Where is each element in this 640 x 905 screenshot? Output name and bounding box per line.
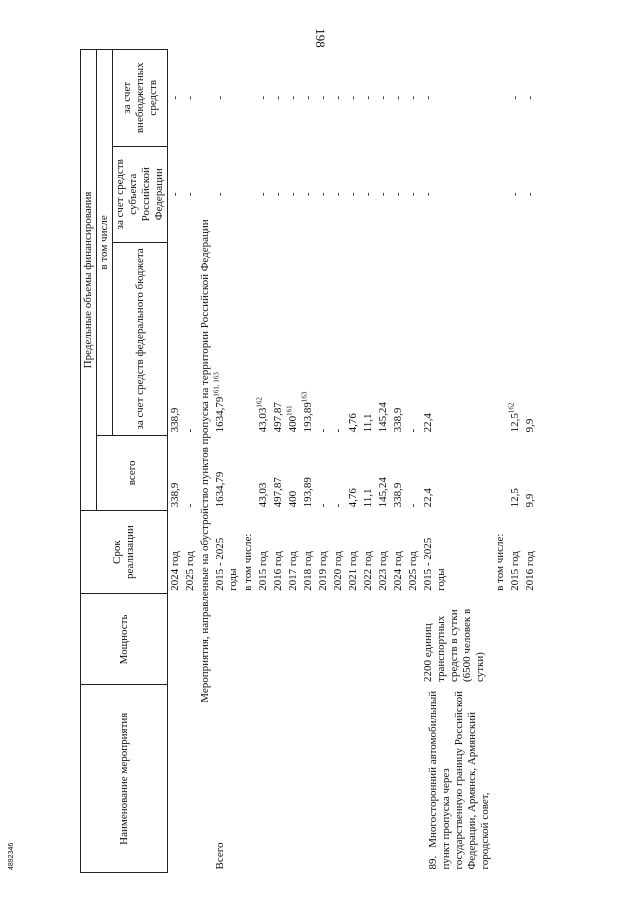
extra-cell [508,50,523,147]
federal-cell [301,242,316,435]
term-cell-text: 2025 год [184,551,196,591]
term-cell [316,510,331,594]
total-row [213,50,241,873]
extra-cell-text: - [509,95,521,100]
extra-cell [271,50,286,147]
total-cell [286,435,301,510]
term-cell-text: 2017 год [287,551,299,591]
including-row [493,50,508,873]
regional-cell-text: - [302,192,314,197]
capacity-cell [331,594,346,685]
federal-cell [523,242,538,435]
term-cell-text: 2015 - 2025 годы [422,537,447,591]
name-cell [331,685,346,873]
capacity-cell [523,594,538,685]
year-row [256,50,271,873]
capacity-cell [256,594,271,685]
federal-cell-text: 4,76 [347,413,359,433]
capacity-cell [508,594,523,685]
total-cell-text: 12,5 [509,488,521,508]
regional-cell [271,146,286,242]
year-row [286,50,301,873]
regional-cell [168,146,184,242]
extra-cell [331,50,346,147]
total-cell [508,435,523,510]
item-row [421,50,493,873]
extra-cell [256,50,271,147]
name-cell [523,685,538,873]
term-cell-text: 2023 год [377,551,389,591]
capacity-cell [183,594,198,685]
year-row [301,50,316,873]
term-cell [508,510,523,594]
year-row [391,50,406,873]
term-cell-text: 2018 год [302,551,314,591]
federal-cell [376,242,391,435]
extra-cell [346,50,361,147]
total-cell-text: 400 [287,490,299,508]
term-cell-text: 2021 год [347,551,359,591]
federal-cell [406,242,421,435]
funding-table [80,49,538,873]
term-cell-text: 2025 год [407,551,419,591]
federal-cell-text: 193,89 [302,402,314,433]
total-cell [316,435,331,510]
term-cell-text: 2020 год [332,551,344,591]
capacity-cell [168,594,184,685]
total-cell [361,435,376,510]
regional-cell-text: - [362,192,374,197]
capacity-cell [241,594,256,685]
footnote-ref: 162 [255,397,264,408]
including-label-text: в том числе: [494,533,506,591]
extra-cell-text: - [422,95,434,100]
regional-cell-text: - [377,192,389,197]
term-cell-text: 2015 год [509,551,521,591]
total-cell [168,435,184,510]
federal-cell [331,242,346,435]
total-cell [183,435,198,510]
name-cell [316,685,331,873]
header-funding: Предельные объемы финансирования [81,50,97,511]
total-cell-text: - [407,503,419,508]
regional-cell-text: - [422,192,434,197]
extra-cell [316,50,331,147]
term-cell-text: 2022 год [362,551,374,591]
total-cell-text: 193,89 [302,477,314,508]
year-row [331,50,346,873]
federal-cell [168,242,184,435]
federal-cell-text: 400 [287,415,299,433]
year-row [168,50,184,873]
federal-cell-text: 9,9 [524,418,536,433]
regional-cell-text: - [184,192,196,197]
regional-cell-text: - [317,192,329,197]
name-cell [286,685,301,873]
capacity-cell [361,594,376,685]
capacity-cell [213,594,241,685]
regional-cell [391,146,406,242]
section-title-text: Мероприятия, направленные на обустройство пунктов пропуска на территории Российской Федерации [199,219,211,703]
extra-cell-text: - [347,95,359,100]
federal-cell-text: 43,03 [257,407,269,433]
regional-cell-text: - [287,192,299,197]
extra-cell [286,50,301,147]
year-row [316,50,331,873]
capacity-cell [391,594,406,685]
item-number: 89. [427,855,439,870]
extra-cell [213,50,241,147]
extra-cell-text: - [214,95,226,100]
total-cell [213,435,241,510]
extra-cell-text: - [169,95,181,100]
extra-cell [183,50,198,147]
year-row [271,50,286,873]
term-cell-text: 2019 год [317,551,329,591]
regional-cell [301,146,316,242]
term-cell [271,510,286,594]
header-including: в том числе [97,50,113,436]
term-cell [183,510,198,594]
regional-cell-text: - [524,192,536,197]
federal-cell-text: 11,1 [362,413,374,433]
item-name [421,685,493,873]
federal-cell [421,242,493,435]
page-number: 198 [313,28,328,48]
extra-cell [376,50,391,147]
including-row [241,50,256,873]
extra-cell-text: - [317,95,329,100]
extra-cell-text: - [377,95,389,100]
total-cell-text: 497,87 [272,477,284,508]
total-cell-text: 4,76 [347,488,359,508]
federal-cell [271,242,286,435]
regional-cell [183,146,198,242]
federal-cell [391,242,406,435]
header-federal: за счет средств федерального бюджета [113,242,168,435]
federal-cell-text: 12,5 [509,413,521,433]
table-body [168,50,539,873]
regional-cell [406,146,421,242]
capacity-cell [493,594,508,685]
total-cell-text: 1634,79 [214,471,226,508]
federal-cell-text: 497,87 [272,402,284,433]
extra-cell [421,50,493,147]
year-row [376,50,391,873]
term-cell [421,510,493,594]
item-capacity-text: 2200 единиц транспортных средств в сутки (6500 человек в сутки) [422,608,486,682]
total-cell [346,435,361,510]
including-label [241,510,256,594]
total-cell [301,435,316,510]
term-cell-text: 2015 - 2025 годы [214,537,239,591]
total-cell [256,435,271,510]
regional-cell [346,146,361,242]
total-cell [271,435,286,510]
year-row [183,50,198,873]
regional-cell-text: - [214,192,226,197]
year-row [508,50,523,873]
capacity-cell [376,594,391,685]
year-row [346,50,361,873]
total-cell [331,435,346,510]
total-cell [523,435,538,510]
regional-cell-text: - [347,192,359,197]
regional-cell [508,146,523,242]
regional-cell-text: - [257,192,269,197]
term-cell-text: 2016 год [272,551,284,591]
name-cell [508,685,523,873]
term-cell [361,510,376,594]
extra-cell-text: - [302,95,314,100]
regional-cell [286,146,301,242]
federal-cell-text: 1634,79 [214,396,226,433]
header-term: Срок реализации [81,510,168,594]
name-cell [241,685,256,873]
total-cell-text: 11,1 [362,488,374,508]
name-cell [183,685,198,873]
footnote-ref: 162 [507,402,516,414]
extra-cell-text: - [257,95,269,100]
extra-cell [361,50,376,147]
total-cell-text: 43,03 [257,482,269,508]
total-name [213,685,241,873]
extra-cell [301,50,316,147]
year-row [523,50,538,873]
year-row [361,50,376,873]
total-name-text: Всего [214,842,226,870]
term-cell [331,510,346,594]
regional-cell [421,146,493,242]
federal-cell-text: - [332,428,344,433]
name-cell [168,685,184,873]
federal-cell-text: - [407,428,419,433]
total-cell [406,435,421,510]
term-cell [391,510,406,594]
federal-cell [286,242,301,435]
regional-cell-text: - [407,192,419,197]
term-cell-text: 2024 год [169,551,181,591]
regional-cell [213,146,241,242]
name-cell [271,685,286,873]
name-cell [256,685,271,873]
extra-cell-text: - [362,95,374,100]
regional-cell-text: - [169,192,181,197]
total-cell [391,435,406,510]
section-row [198,50,213,873]
name-cell [406,685,421,873]
header-total: всего [97,435,168,510]
regional-cell [376,146,391,242]
federal-cell-text: 145,24 [377,402,389,433]
term-cell-text: 2016 год [524,551,536,591]
table-header [81,50,168,873]
header-name: Наименование мероприятия [81,685,168,873]
total-cell-text: - [184,503,196,508]
federal-cell [361,242,376,435]
extra-cell [523,50,538,147]
term-cell [346,510,361,594]
capacity-cell [406,594,421,685]
name-cell [493,685,508,873]
term-cell [376,510,391,594]
capacity-cell [286,594,301,685]
name-cell [376,685,391,873]
federal-cell [213,242,241,435]
regional-cell [316,146,331,242]
extra-cell-text: - [272,95,284,100]
including-label-text: в том числе: [242,533,254,591]
federal-cell-text: - [184,428,196,433]
extra-cell-text: - [524,95,536,100]
term-cell [286,510,301,594]
term-cell [256,510,271,594]
extra-cell-text: - [407,95,419,100]
federal-cell-text: 338,9 [169,407,181,433]
regional-cell-text: - [332,192,344,197]
extra-cell-text: - [184,95,196,100]
total-cell-text: 338,9 [392,482,404,508]
total-cell-text: 338,9 [169,482,181,508]
federal-cell-text: - [317,428,329,433]
header-regional: за счет средств субъекта Российской Федерации [113,146,168,242]
capacity-cell [301,594,316,685]
regional-cell [331,146,346,242]
federal-cell [346,242,361,435]
footnote-ref: 161, 163 [212,372,221,397]
term-cell [523,510,538,594]
regional-cell-text: - [272,192,284,197]
term-cell-text: 2015 год [257,551,269,591]
name-cell [361,685,376,873]
extra-cell [168,50,184,147]
federal-cell [508,242,523,435]
item-name-text: Многосторонний автомобильный пункт пропуска через государственную границу Российской Федерации, Армянск, Армянский городской совет, [427,690,491,870]
name-cell [301,685,316,873]
regional-cell [256,146,271,242]
footnote-ref: 163 [300,391,309,403]
including-label [493,510,508,594]
federal-cell-text: 338,9 [392,407,404,433]
regional-cell [361,146,376,242]
total-cell-text: 145,24 [377,477,389,508]
total-cell-text: 22,4 [422,488,434,508]
term-cell-text: 2024 год [392,551,404,591]
total-cell [421,435,493,510]
capacity-cell [316,594,331,685]
term-cell [301,510,316,594]
section-title [198,50,213,873]
regional-cell-text: - [509,192,521,197]
extra-cell [391,50,406,147]
header-capacity: Мощность [81,594,168,685]
federal-cell [183,242,198,435]
extra-cell-text: - [287,95,299,100]
name-cell [346,685,361,873]
total-cell-text: - [332,503,344,508]
extra-cell-text: - [392,95,404,100]
federal-cell [256,242,271,435]
name-cell [391,685,406,873]
federal-cell-text: 22,4 [422,413,434,433]
extra-cell [406,50,421,147]
federal-cell [316,242,331,435]
term-cell [213,510,241,594]
item-capacity [421,594,493,685]
year-row [406,50,421,873]
total-cell-text: 9,9 [524,493,536,508]
extra-cell-text: - [332,95,344,100]
regional-cell-text: - [392,192,404,197]
total-cell [376,435,391,510]
footnote-ref: 161 [285,405,294,416]
term-cell [168,510,184,594]
document-stamp: 4892346 [8,842,15,870]
term-cell [406,510,421,594]
capacity-cell [346,594,361,685]
capacity-cell [271,594,286,685]
regional-cell [523,146,538,242]
header-extrabudget: за счет внебюджетных средств [113,50,168,147]
total-cell-text: - [317,503,329,508]
